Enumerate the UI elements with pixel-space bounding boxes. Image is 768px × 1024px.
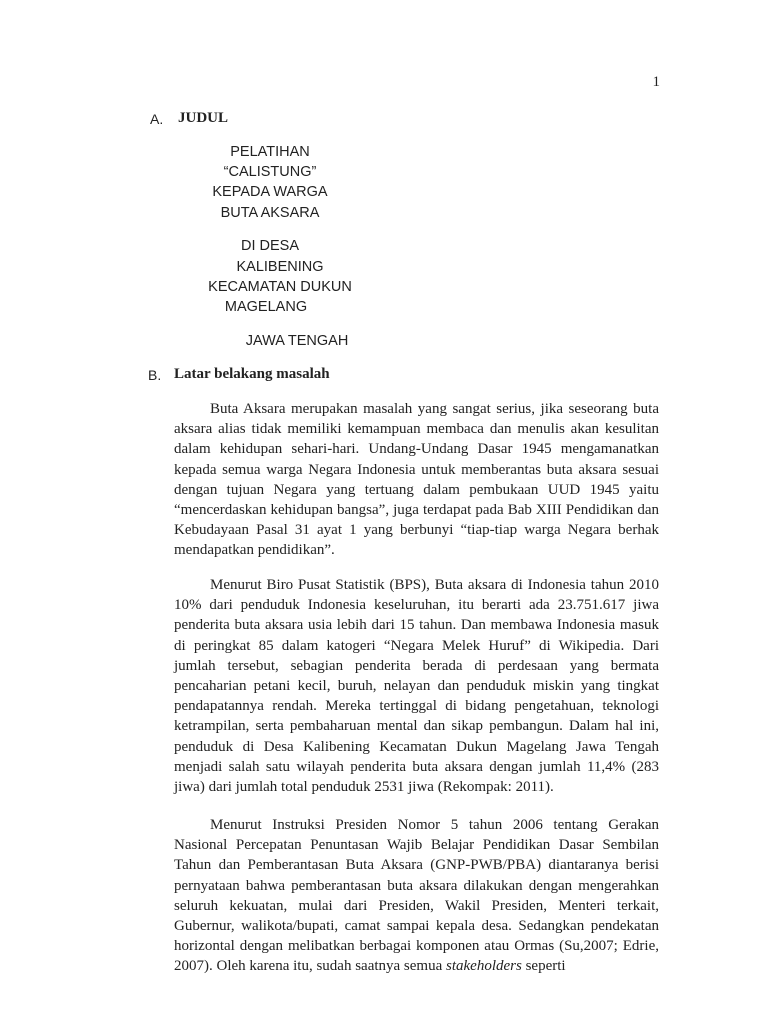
paragraph-1-text: Buta Aksara merupakan masalah yang sangat serius, jika seseorang buta aksara alias tidak memiliki kemampuan membaca dan menulis akan kesulitan dalam kehidupan sehari-hari. Undang-Undang Dasar 1945 mengamanatkan kepada semua warga Negara Indonesia untuk memberantas buta aksara sesuai dengan tujuan Negara yang tertuang dalam pembukaan UUD 1945 yaitu “mencerdaskan kehidupan bangsa”, juga terdapat pada Bab XIII Pendidikan dan Kebudayaan Pasal 31 ayat 1 yang berbunyi “tiap-tiap warga Negara berhak mendapatkan pendidikan”. <box>174 401 659 559</box>
judul-line-5: DI DESA <box>240 238 299 254</box>
paragraph-2 <box>174 575 659 797</box>
section-b-title: Latar belakang masalah <box>174 366 330 382</box>
judul-line-1: PELATIHAN <box>230 144 310 160</box>
judul-line-9: JAWA TENGAH <box>245 333 349 349</box>
paragraph-3-tail: seperti <box>525 958 566 975</box>
paragraph-1 <box>174 399 659 561</box>
judul-line-8: MAGELANG <box>224 299 308 315</box>
paragraph-3 <box>174 815 659 977</box>
judul-line-3: KEPADA WARGA <box>212 184 328 200</box>
judul-line-4: BUTA AKSARA <box>220 205 320 221</box>
judul-line-6: KALIBENING <box>236 259 324 275</box>
paragraph-3-main: Menurut Instruksi Presiden Nomor 5 tahun 2006 tentang Gerakan Nasional Percepatan Penuntasan Wajib Belajar Pendidikan Dasar Sembilan Tahun dan Pemberantasan Buta Aksara (GNP-PWB/PBA) diantaranya berisi pernyataan bahwa pemberantasan buta aksara dilakukan dengan mengerahkan seluruh kekuatan, mulai dari Presiden, Wakil Presiden, Menteri terkait, Gubernur, walikota/bupati, camat sampai kepala desa. Sedangkan pendekatan horizontal dengan melibatkan berbagai komponen atau Ormas (Su,2007; Edrie, 2007). Oleh karena itu, sudah saatnya semua <box>174 817 659 975</box>
page-number: 1 <box>652 74 660 90</box>
paragraph-3-italic: stakeholders <box>446 958 522 975</box>
paragraph-3-text <box>174 815 659 977</box>
section-a-title: JUDUL <box>178 110 229 126</box>
paragraph-2-text: Menurut Biro Pusat Statistik (BPS), Buta aksara di Indonesia tahun 2010 10% dari penduduk Indonesia keseluruhan, itu berarti ada 23.751.617 jiwa penderita buta aksara usia lebih dari 15 tahun. Dan membawa Indonesia masuk di peringkat 85 dalam katogeri “Negara Melek Huruf” di Wikipedia. Dari jumlah tersebut, sebagian penderita berada di perdesaan yang bermata pencaharian petani kecil, buruh, nelayan dan penduduk miskin yang tingkat pendapatannya rendah. Mereka tertinggal di bidang pengetahuan, teknologi ketrampilan, serta pembaharuan mental dan sikap pembangun. Dalam hal ini, penduduk di Desa Kalibening Kecamatan Dukun Magelang Jawa Tengah menjadi salah satu wilayah penderita buta aksara dengan jumlah 11,4% (283 jiwa) dari jumlah total penduduk 2531 jiwa (Rekompak: 2011). <box>174 577 659 796</box>
section-a-letter: A. <box>150 111 164 127</box>
judul-line-2: “CALISTUNG” <box>223 164 317 180</box>
judul-line-7: KECAMATAN DUKUN <box>208 279 352 295</box>
section-b-letter: B. <box>148 367 162 383</box>
